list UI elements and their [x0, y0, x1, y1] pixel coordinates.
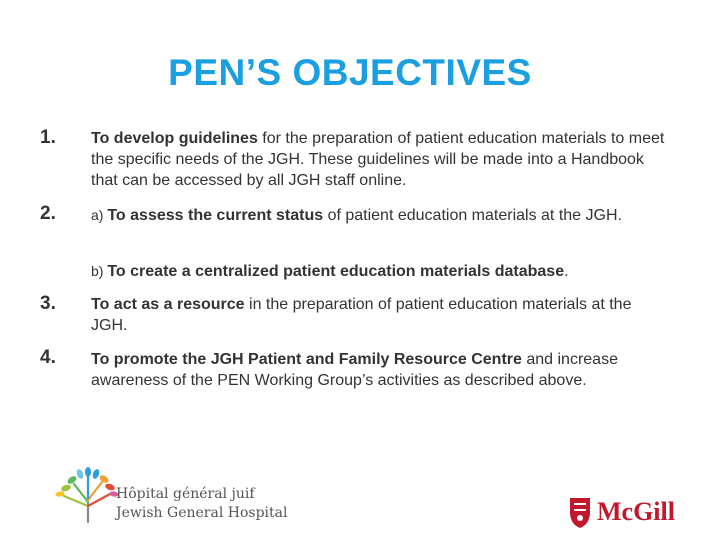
objective-4-body: and increase awareness of the PEN Working Group’s activities as described above. — [91, 351, 618, 389]
objective-2-number: 2. — [40, 203, 56, 224]
objective-3-bold: To act as a resource — [91, 296, 245, 313]
objective-1-text — [91, 128, 671, 191]
objective-4-number: 4. — [40, 347, 56, 368]
objective-2b-text — [91, 261, 671, 282]
objective-2a-text — [91, 205, 671, 226]
objective-1-body: for the preparation of patient education materials to meet the specific needs of the JGH. These guidelines will be made into a Handbook that can be accessed by all JGH staff online. — [91, 130, 665, 189]
objective-1-bold: To develop guidelines — [91, 130, 258, 147]
objective-1-number: 1. — [40, 127, 56, 148]
objective-4-text — [91, 349, 671, 391]
objective-2a-bold: To assess the current status — [107, 207, 324, 224]
mcgill-wordmark: McGill — [597, 497, 675, 526]
objective-3-number: 3. — [40, 293, 56, 314]
objective-2a-prefix: a) — [91, 207, 108, 223]
objective-2b-prefix: b) — [91, 263, 108, 279]
objective-2a-body: of patient education materials at the JGH. — [323, 207, 622, 224]
objective-3-text — [91, 294, 671, 336]
jgh-name-english: Jewish General Hospital — [116, 505, 288, 521]
objective-3-body: in the preparation of patient education materials at the JGH. — [91, 296, 632, 334]
objective-2b-body: . — [564, 263, 569, 280]
objective-4-bold: To promote the JGH Patient and Family Resource Centre — [91, 351, 522, 368]
jgh-name-french: Hôpital général juif — [116, 486, 255, 502]
objective-2b-bold: To create a centralized patient education materials database — [107, 263, 565, 280]
page-title: PEN’S OBJECTIVES — [168, 52, 532, 93]
